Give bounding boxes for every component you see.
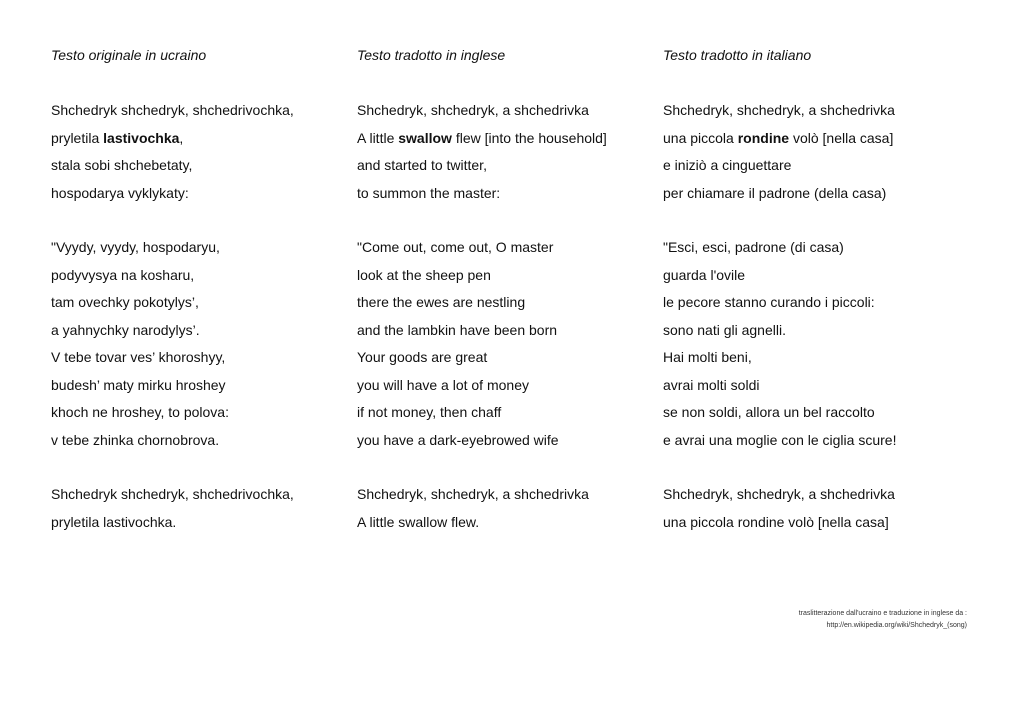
verse-text: pryletila lastivochka. — [51, 514, 177, 530]
verse-text: Shchedryk shchedryk, shchedrivochka, — [51, 102, 294, 118]
column-header: Testo tradotto in italiano — [663, 47, 812, 63]
column-header: Testo originale in ucraino — [51, 47, 207, 63]
verse-text: if not money, then chaff — [357, 404, 502, 420]
verse-line — [357, 156, 487, 174]
verse-line — [663, 348, 752, 366]
verse-text: A little — [357, 130, 399, 146]
verse-text: "Come out, come out, O master — [357, 239, 554, 255]
verse-line — [51, 513, 176, 531]
verse-text: hospodarya vyklykaty: — [51, 185, 189, 201]
verse-line — [51, 431, 219, 449]
verse-line — [51, 376, 226, 394]
verse-text: there the ewes are nestling — [357, 294, 526, 310]
verse-text: Shchedryk, shchedryk, a shchedrivka — [357, 102, 589, 118]
verse-text: una piccola — [663, 130, 738, 146]
verse-text: to summon the master: — [357, 185, 501, 201]
verse-line — [663, 101, 895, 119]
verse-text: look at the sheep pen — [357, 267, 491, 283]
verse-line — [51, 266, 194, 284]
verse-line — [51, 403, 229, 421]
verse-line — [357, 403, 501, 421]
verse-text: V tebe tovar ves’ khoroshyy, — [51, 349, 226, 365]
verse-line — [357, 513, 479, 531]
column-header: Testo tradotto in inglese — [357, 47, 506, 63]
verse-line — [663, 266, 745, 284]
verse-text: per chiamare il padrone (della casa) — [663, 185, 887, 201]
verse-text: stala sobi shchebetaty, — [51, 157, 193, 173]
verse-text: le pecore stanno curando i piccoli: — [663, 294, 875, 310]
verse-line — [51, 293, 199, 311]
verse-text: pryletila — [51, 130, 104, 146]
verse-text: "Esci, esci, padrone (di casa) — [663, 239, 844, 255]
verse-line — [51, 156, 192, 174]
verse-text: Your goods are great — [357, 349, 488, 365]
verse-text: una piccola rondine volò [nella casa] — [663, 514, 889, 530]
verse-text: guarda l'ovile — [663, 267, 746, 283]
verse-line — [51, 321, 200, 339]
verse-text: budesh’ maty mirku hroshey — [51, 377, 226, 393]
source-note — [799, 608, 967, 632]
verse-text: volò [nella casa] — [789, 130, 894, 146]
verse-text: , — [179, 130, 184, 146]
verse-line — [663, 485, 895, 503]
verse-text: and started to twitter, — [357, 157, 487, 173]
verse-text: se non soldi, allora un bel raccolto — [663, 404, 875, 420]
verse-line — [663, 321, 786, 339]
verse-text: you will have a lot of money — [357, 377, 529, 393]
verse-line — [663, 431, 896, 449]
verse-text: you have a dark-eyebrowed wife — [357, 432, 559, 448]
verse-line — [51, 184, 189, 202]
verse-line — [357, 129, 607, 147]
highlighted-word: lastivochka — [103, 130, 180, 146]
source-note-text: traslitterazione dall'ucraino e traduzione in inglese da : — [798, 610, 967, 617]
verse-line — [663, 156, 791, 174]
verse-line — [357, 431, 559, 449]
verse-text: a yahnychky narodylys’. — [51, 322, 200, 338]
verse-text: v tebe zhinka chornobrova. — [51, 432, 220, 448]
verse-text: and the lambkin have been born — [357, 322, 558, 338]
verse-line — [357, 293, 525, 311]
verse-text: "Vyydy, vyydy, hospodaryu, — [51, 239, 220, 255]
verse-text: Shchedryk, shchedryk, a shchedrivka — [663, 486, 895, 502]
highlighted-word: rondine — [737, 130, 790, 146]
verse-line — [51, 129, 183, 147]
verse-line — [357, 266, 491, 284]
verse-line — [51, 485, 294, 503]
verse-line — [357, 376, 529, 394]
verse-text: e iniziò a cinguettare — [663, 157, 792, 173]
verse-line — [357, 101, 589, 119]
verse-line — [357, 321, 557, 339]
verse-line — [357, 184, 500, 202]
verse-line — [663, 293, 875, 311]
highlighted-word: swallow — [398, 130, 452, 146]
verse-line — [357, 485, 589, 503]
source-url: http://en.wikipedia.org/wiki/Shchedryk_(song) — [826, 622, 967, 629]
verse-text: A little swallow flew. — [357, 514, 480, 530]
verse-line — [51, 101, 294, 119]
verse-line — [663, 513, 889, 531]
verse-line — [663, 184, 886, 202]
verse-line — [51, 348, 225, 366]
verse-line — [51, 238, 220, 256]
verse-text: flew [into the household] — [451, 130, 607, 146]
verse-line — [357, 348, 487, 366]
verse-line — [663, 403, 875, 421]
verse-text: Shchedryk, shchedryk, a shchedrivka — [663, 102, 895, 118]
verse-text: tam ovechky pokotylys’, — [51, 294, 199, 310]
verse-text: Shchedryk shchedryk, shchedrivochka, — [51, 486, 294, 502]
verse-line — [663, 376, 759, 394]
verse-text: e avrai una moglie con le ciglia scure! — [663, 432, 897, 448]
verse-text: Hai molti beni, — [663, 349, 752, 365]
verse-line — [663, 129, 893, 147]
verse-line — [663, 238, 844, 256]
verse-text: khoch ne hroshey, to polova: — [51, 404, 229, 420]
verse-line — [357, 238, 553, 256]
verse-text: Shchedryk, shchedryk, a shchedrivka — [357, 486, 589, 502]
verse-text: podyvysya na kosharu, — [51, 267, 195, 283]
verse-text: sono nati gli agnelli. — [663, 322, 786, 338]
verse-text: avrai molti soldi — [663, 377, 760, 393]
